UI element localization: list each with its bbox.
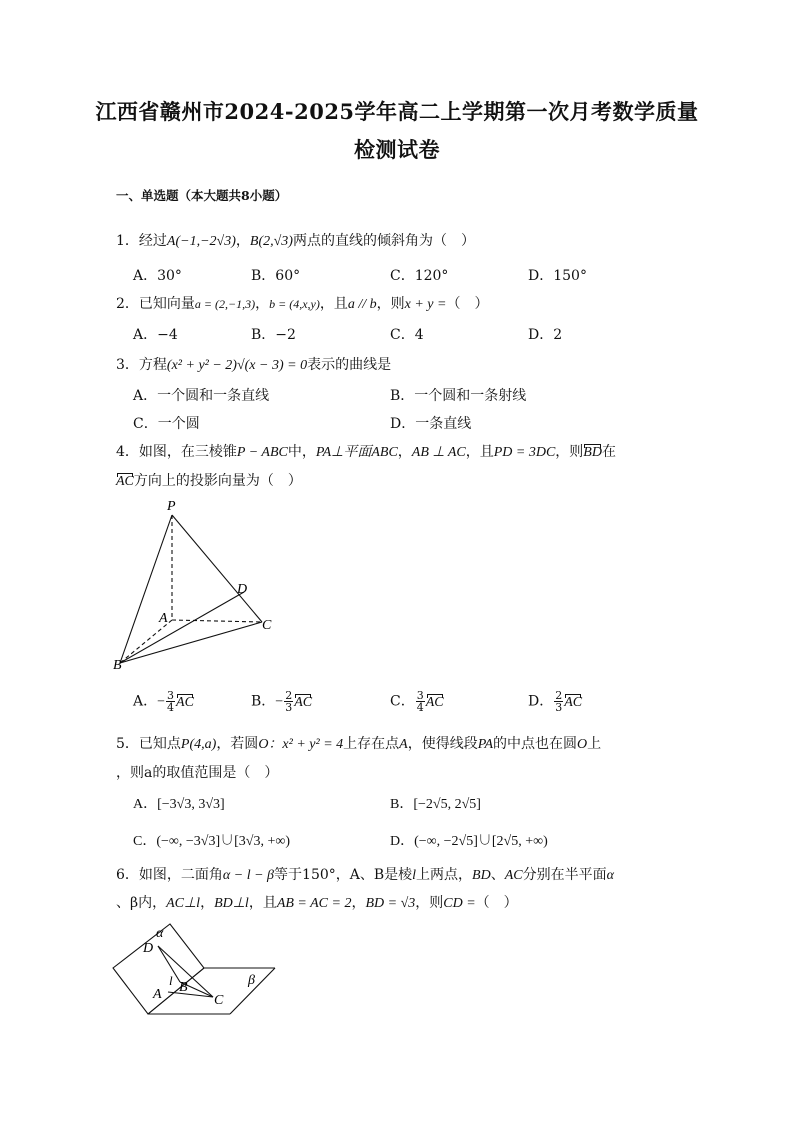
q2-expr: x + y = [404, 297, 447, 312]
q3-option-a: A．一个圆和一条直线 [133, 388, 270, 404]
q1-text-a: 1．经过 [116, 233, 167, 249]
label-b: B [179, 980, 188, 995]
question-2 [116, 293, 488, 313]
q2-parallel: a // b [347, 297, 377, 312]
label-beta: β [248, 973, 255, 988]
label-a: A [159, 611, 168, 626]
label-c: C [214, 993, 224, 1008]
q3-equation: (x² + y² − 2)√(x − 3) = 0 [166, 358, 308, 373]
label-d: D [237, 582, 248, 597]
q4-option-b [251, 690, 312, 713]
q5-text-e: 的中点也在圆 [493, 736, 578, 752]
q4-line-2-text: 方向上的投影向量为（ ） [133, 473, 302, 489]
q1-option-b: B．60° [251, 268, 301, 284]
q2-option-c: C．4 [390, 327, 424, 343]
q4-vector-bd: BD [583, 445, 602, 460]
question-5-line-1 [116, 733, 601, 753]
q4-option-b-letter: B． [251, 693, 276, 710]
q6-text-a: 6．如图，二面角 [116, 867, 223, 883]
q4-text-e: 在 [601, 444, 616, 460]
question-1 [116, 230, 475, 250]
label-alpha: α [156, 926, 164, 941]
q6-alpha: α [606, 868, 614, 883]
q6-cond-1: AC⊥l [166, 896, 201, 911]
q2-vector-a: a = (2,−1,3) [194, 297, 256, 311]
q4-cond-2: AB ⊥ AC [411, 445, 466, 460]
q4-option-b-vector: AC [294, 694, 313, 710]
q4-option-a-num: 3 [167, 689, 175, 702]
q5-point: P(4,a) [180, 737, 217, 752]
question-3 [116, 354, 391, 374]
q2-text-d: （ ） [446, 296, 489, 312]
q4-option-c-num: 3 [416, 689, 424, 702]
dihedral-angle-figure [108, 918, 288, 1023]
label-c: C [262, 618, 272, 633]
q4-option-c-letter: C． [390, 693, 415, 710]
q6-cond-4: BD = √3 [365, 896, 416, 911]
q2-sep: ， [255, 296, 270, 312]
q2-option-d: D．2 [528, 327, 563, 343]
q4-text-b: 中， [287, 444, 316, 460]
q5-segment: PA [477, 737, 494, 752]
q5-text-d: ，使得线段 [407, 736, 478, 752]
q3-text-a: 3．方程 [116, 357, 167, 373]
q4-option-d-letter: D． [528, 693, 554, 710]
q1-option-c: C．120° [390, 268, 449, 284]
q4-option-a-sign: − [157, 694, 166, 710]
q4-option-b-sign: − [275, 694, 284, 710]
label-l: l [169, 973, 173, 988]
q2-text-c: ，则 [376, 296, 405, 312]
q6-ac: AC [504, 868, 523, 883]
q3-option-d: D．一条直线 [390, 416, 472, 432]
q1-point-a: A(−1,−2√3) [166, 234, 236, 249]
q4-option-a-den: 4 [167, 701, 175, 714]
section-heading: 一、单选题（本大题共8小题） [116, 188, 288, 203]
q4-option-b-den: 3 [285, 701, 293, 714]
q6-text-c: 上两点， [416, 867, 473, 883]
q3-option-c: C．一个圆 [133, 416, 200, 432]
q6-text-f: 、β内， [116, 895, 167, 911]
q4-option-a-letter: A． [133, 693, 158, 710]
q4-option-c [390, 690, 444, 713]
q6-cd: CD = [443, 896, 476, 911]
q4-option-b-num: 2 [285, 689, 293, 702]
q4-text-a: 4．如图，在三棱锥 [116, 444, 237, 460]
q1-text-b: 两点的直线的倾斜角为（ ） [292, 233, 475, 249]
q4-text-c: ，且 [465, 444, 494, 460]
q1-option-d: D．150° [528, 268, 587, 284]
label-p: P [167, 499, 176, 514]
q1-sep: ， [235, 233, 250, 249]
question-4-line-1: 4．如图，在三棱锥P − ABC中，PA⊥平面ABC，AB ⊥ AC，且PD = 3DC，则BD在 [116, 444, 616, 460]
q6-text-b: 等于150°，A、B是棱 [274, 867, 413, 883]
q6-edge-l: l [412, 868, 417, 883]
q6-text-g: ，且 [248, 895, 277, 911]
label-d: D [143, 941, 154, 956]
q4-option-d [528, 690, 582, 713]
q1-option-a: A．30° [133, 268, 182, 284]
question-4-line-2 [116, 470, 302, 490]
q6-angle: α − l − β [222, 868, 275, 883]
q5-text-b: ，若圆 [216, 736, 259, 752]
q3-option-b: B．一个圆和一条射线 [390, 388, 527, 404]
q5-text-f: 上 [587, 736, 602, 752]
q1-point-b: B(2,√3) [249, 234, 293, 249]
q2-option-a: A．−4 [133, 327, 178, 343]
q6-cond-2: BD⊥l [214, 896, 249, 911]
q4-option-d-num: 2 [555, 689, 563, 702]
q4-option-d-den: 3 [555, 701, 563, 714]
question-5-line-2: ，则a的取值范围是（ ） [116, 765, 279, 781]
q4-option-c-vector: AC [425, 694, 444, 710]
label-a: A [153, 987, 162, 1002]
q4-text-d: ，则 [555, 444, 584, 460]
q2-text-a: 2．已知向量 [116, 296, 195, 312]
q4-option-a-vector: AC [176, 694, 194, 710]
q3-text-b: 表示的曲线是 [307, 357, 392, 373]
q5-point-a: A [399, 737, 408, 752]
question-6-line-1 [116, 864, 614, 884]
q6-cond-3: AB = AC = 2 [276, 896, 352, 911]
q4-vector-ac: AC [116, 474, 134, 489]
q6-text-h: ，则 [415, 895, 444, 911]
q6-bd: BD [472, 868, 491, 883]
title-line-1: 江西省赣州市2024-2025学年高二上学期第一次月考数学质量 [95, 99, 699, 124]
q6-text-i: （ ） [475, 895, 518, 911]
q5-circle: O：x² + y² = 4 [258, 737, 344, 752]
q5-text-c: 上存在点 [343, 736, 400, 752]
q4-option-a [133, 690, 194, 713]
q2-vector-b: b = (4,x,y) [269, 297, 320, 311]
q5-circle-o: O [577, 737, 588, 752]
q4-pyramid: P − ABC [236, 445, 288, 460]
q4-option-d-vector: AC [564, 694, 583, 710]
q2-text-b: ，且 [319, 296, 348, 312]
q4-cond-1: PA⊥平面ABC [315, 445, 398, 460]
q5-option-a: A．[−3√3, 3√3] [133, 797, 225, 812]
q5-option-b: B．[−2√5, 2√5] [390, 797, 481, 812]
q6-text-e: 分别在半平面 [522, 867, 607, 883]
label-b: B [113, 658, 122, 673]
title-line-2: 检测试卷 [354, 137, 440, 162]
q4-cond-3: PD = 3DC [493, 445, 556, 460]
q5-option-d: D．(−∞, −2√5]∪[2√5, +∞) [390, 834, 548, 849]
q4-option-c-den: 4 [416, 701, 424, 714]
q2-option-b: B．−2 [251, 327, 296, 343]
tetrahedron-figure [110, 495, 300, 675]
question-6-line-2: 、β内，AC⊥l，BD⊥l，且AB = AC = 2，BD = √3，则CD =（ ） [116, 895, 518, 911]
q6-text-d: 、 [490, 867, 505, 883]
q5-option-c: C．(−∞, −3√3]∪[3√3, +∞) [133, 834, 291, 849]
q5-text-a: 5．已知点 [116, 736, 181, 752]
